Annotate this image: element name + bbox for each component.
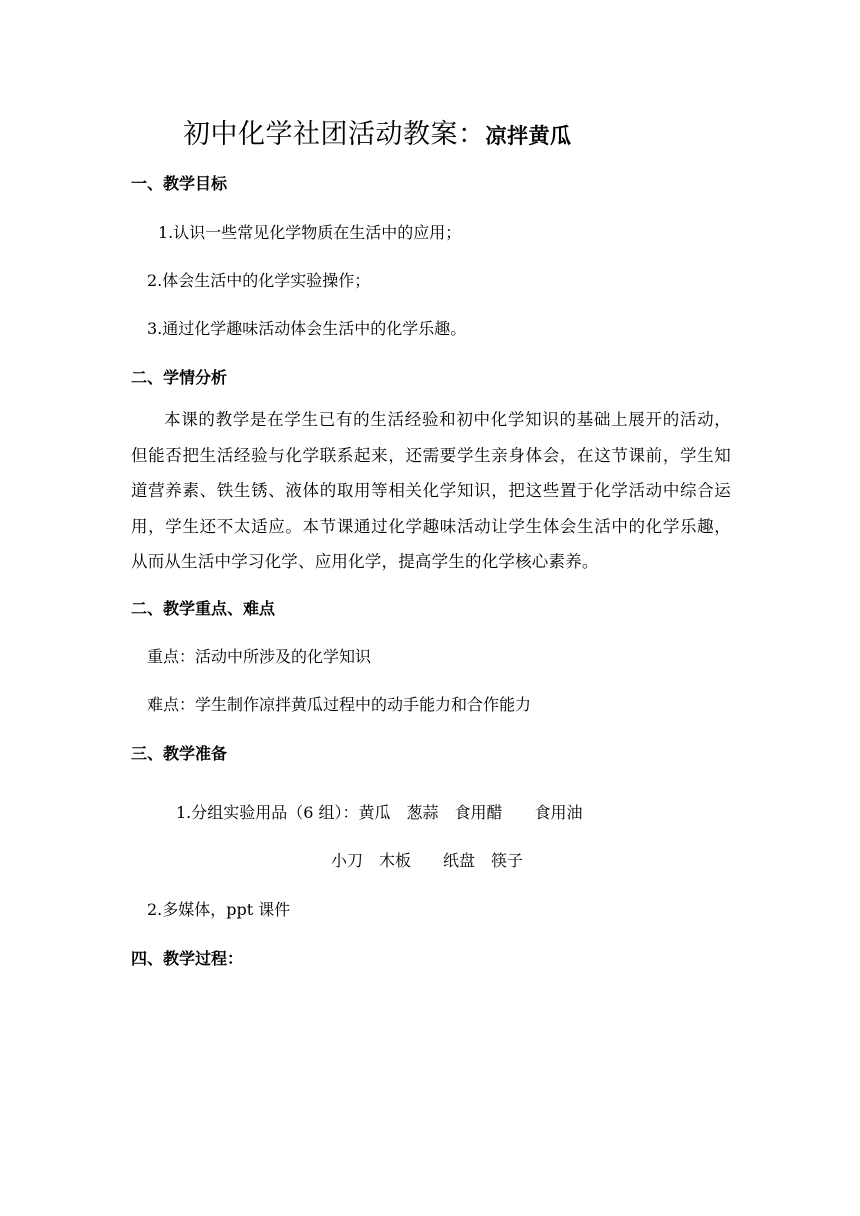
section-heading-analysis: 二、学情分析 (131, 368, 228, 387)
key-point-difficulty: 难点：学生制作凉拌黄瓜过程中的动手能力和合作能力 (147, 695, 532, 714)
key-point-focus: 重点：活动中所涉及的化学知识 (147, 647, 372, 666)
goal-item-2: 2.体会生活中的化学实验操作； (147, 271, 371, 290)
section-heading-preparation: 三、教学准备 (131, 744, 228, 763)
goal-item-1: 1.认识一些常见化学物质在生活中的应用； (158, 223, 462, 242)
preparation-item-1-line-1: 1.分组实验用品（6 组）：黄瓜 葱蒜 食用醋 食用油 (176, 803, 583, 822)
title-subtitle: 凉拌黄瓜 (485, 124, 572, 148)
section-heading-key-points: 二、教学重点、难点 (131, 599, 276, 618)
section-heading-goals: 一、教学目标 (131, 174, 228, 193)
title-main: 初中化学社团活动教案： (183, 119, 486, 150)
goal-item-3: 3.通过化学趣味活动体会生活中的化学乐趣。 (147, 319, 467, 338)
preparation-item-2: 2.多媒体，ppt 课件 (147, 900, 291, 919)
section-heading-process: 四、教学过程： (131, 949, 244, 968)
preparation-item-1-line-2: 小刀 木板 纸盘 筷子 (331, 851, 524, 870)
analysis-paragraph: 本课的教学是在学生已有的生活经验和初中化学知识的基础上展开的活动，但能否把生活经验与化学联系起来，还需要学生亲身体会，在这节课前，学生知道营养素、铁生锈、液体的取用等相关化学知识，把这些置于化学活动中综合运用，学生还不太适应。本节课通过化学趣味活动让学生体会生活中的化学乐趣，从而从生活中学习化学、应用化学，提高学生的化学核心素养。 (131, 410, 731, 571)
document-title (183, 112, 572, 151)
